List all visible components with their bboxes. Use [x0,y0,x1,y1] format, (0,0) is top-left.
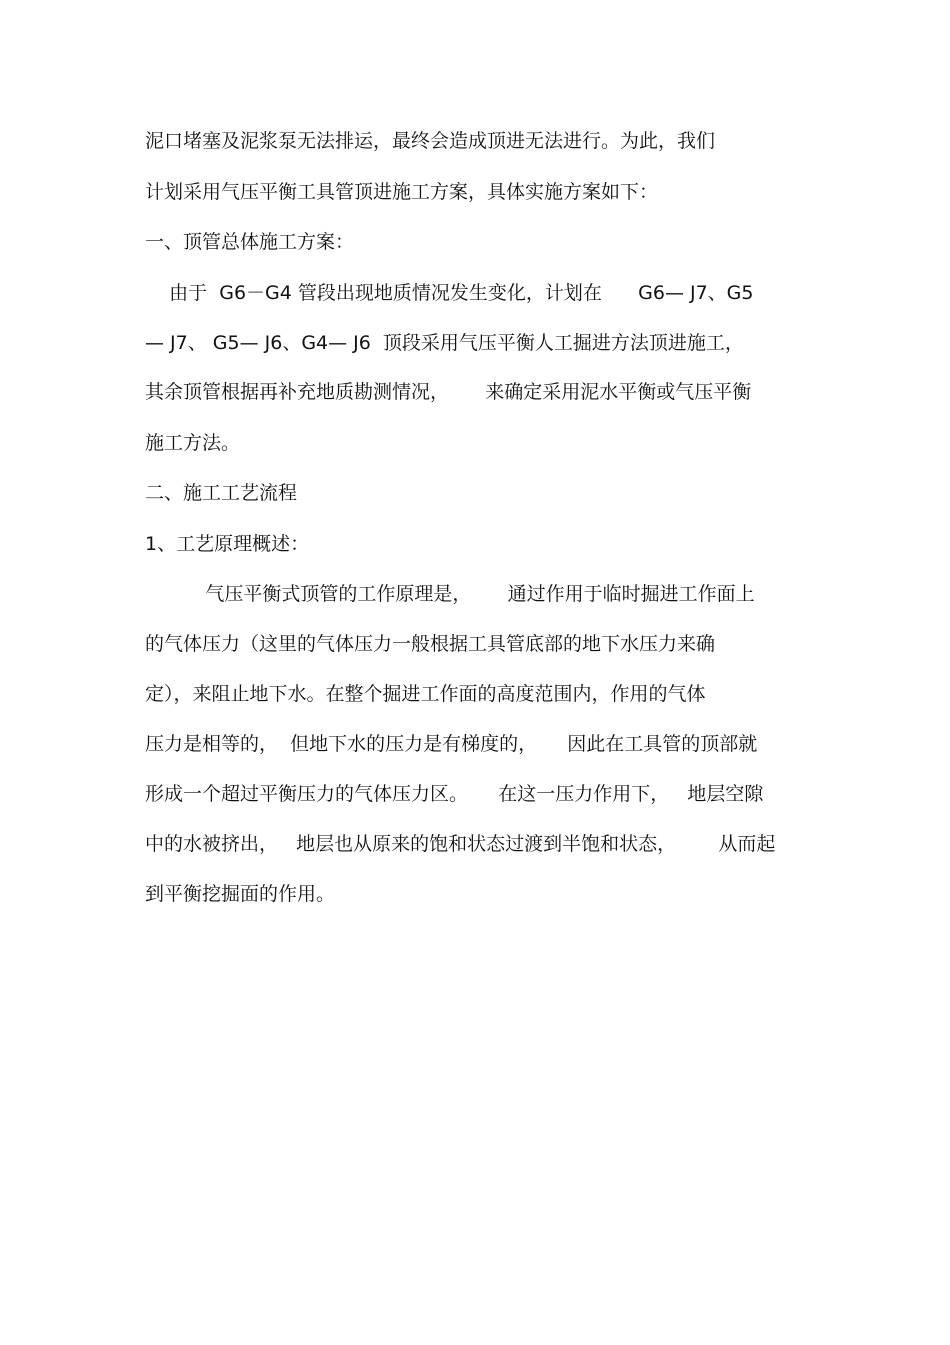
text-line: 的气体压力（这里的气体压力一般根据工具管底部的地下水压力来确 [145,633,716,655]
text-line: 到平衡挖掘面的作用。 [145,883,336,905]
text-line: 由于 G6－G4 管段出现地质情况发生变化，计划在 G6— J7、G5 [145,282,754,304]
text-line: 泥口堵塞及泥浆泵无法排运，最终会造成顶进无法进行。为此，我们 [145,130,716,152]
section-heading: 二、施工工艺流程 [145,482,298,504]
subsection-heading: 1、工艺原理概述： [145,533,310,555]
text-line: 中的水被挤出， 地层也从原来的饱和状态过渡到半饱和状态， 从而起 [145,833,776,855]
text-line: 计划采用气压平衡工具管顶进施工方案，具体实施方案如下： [145,181,659,203]
section-heading: 一、顶管总体施工方案： [145,231,355,253]
text-line: — J7、 G5— J6、G4— J6 顶段采用气压平衡人工掘进方法顶进施工， [145,332,744,354]
text-line: 施工方法。 [145,432,241,454]
text-line: 气压平衡式顶管的工作原理是， 通过作用于临时掘进工作面上 [145,583,755,605]
text-line: 形成一个超过平衡压力的气体压力区。 在这一压力作用下， 地层空隙 [145,783,764,805]
text-line: 定），来阻止地下水。在整个掘进工作面的高度范围内，作用的气体 [145,683,706,705]
text-line: 压力是相等的， 但地下水的压力是有梯度的， 因此在工具管的顶部就 [145,733,758,755]
text-line: 其余顶管根据再补充地质勘测情况， 来确定采用泥水平衡或气压平衡 [145,381,752,403]
